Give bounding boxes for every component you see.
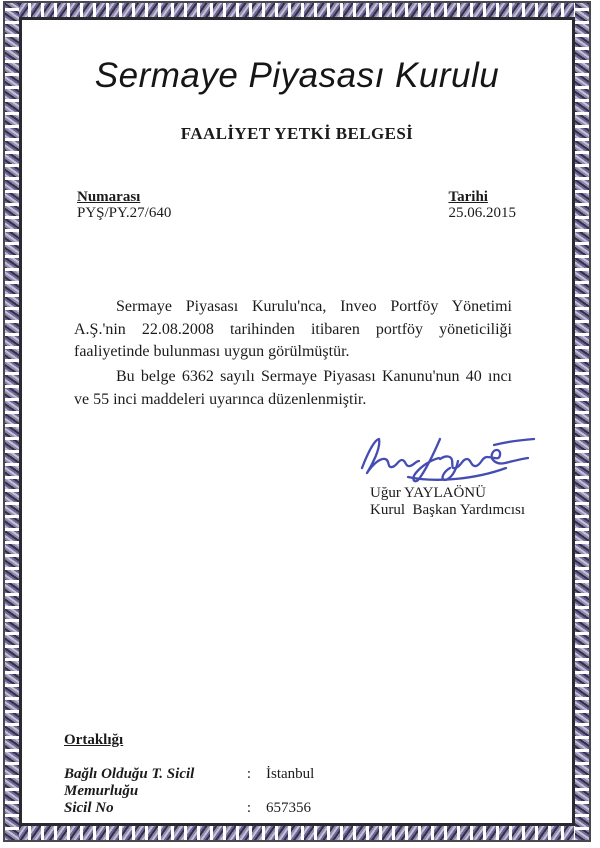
border-tiles-right <box>575 3 589 840</box>
date-value: 25.06.2015 <box>448 205 516 221</box>
decorative-stamp-border <box>3 1 591 842</box>
registry-value: İstanbul <box>266 766 315 782</box>
signature-block <box>352 427 562 518</box>
document-frame <box>19 17 575 826</box>
document-date-block <box>449 190 517 221</box>
registry-row-sicil-no <box>64 800 532 817</box>
registry-section <box>64 732 532 817</box>
registry-label: Bağlı Olduğu T. Sicil Memurluğu <box>64 766 195 799</box>
signer-title: Kurul Başkan Yardımcısı <box>370 501 525 518</box>
document-body <box>22 20 572 823</box>
registry-label: Sicil No <box>64 800 114 816</box>
border-tiles-left <box>5 3 19 840</box>
body-paragraph-legal-basis: Bu belge 6362 sayılı Sermaye Piyasası Kanunu'nun 40 ıncı ve 55 inci maddeleri uyarınca düzenlenmiştir. <box>74 368 512 408</box>
section-heading-ortakligi: Ortaklığı <box>64 732 124 748</box>
colon-separator: : <box>246 800 252 816</box>
colon-separator: : <box>246 766 252 782</box>
body-paragraph-authorization: Sermaye Piyasası Kurulu'nca, Inveo Portföy Yönetimi A.Ş.'nin 22.08.2008 tarihinden itibaren portföy yöneticiliği faaliyetinde bulunması uygun görülmüştür. <box>74 298 512 360</box>
border-tiles-bottom <box>5 826 589 840</box>
date-label: Tarihi <box>448 189 488 205</box>
meta-row <box>77 190 516 221</box>
document-number-block <box>77 190 171 221</box>
number-label: Numarası <box>77 189 141 205</box>
registry-row-trade-office <box>64 766 532 800</box>
signature-scribble-icon <box>354 427 550 483</box>
border-tiles-top <box>5 3 589 17</box>
document-title: Sermaye Piyasası Kurulu <box>94 56 500 95</box>
registry-table <box>64 766 532 817</box>
number-value: PYŞ/PY.27/640 <box>77 205 172 221</box>
registry-value: 657356 <box>266 800 311 816</box>
document-subtitle: FAALİYET YETKİ BELGESİ <box>180 124 414 143</box>
signer-name: Uğur YAYLAÖNÜ <box>370 485 486 501</box>
